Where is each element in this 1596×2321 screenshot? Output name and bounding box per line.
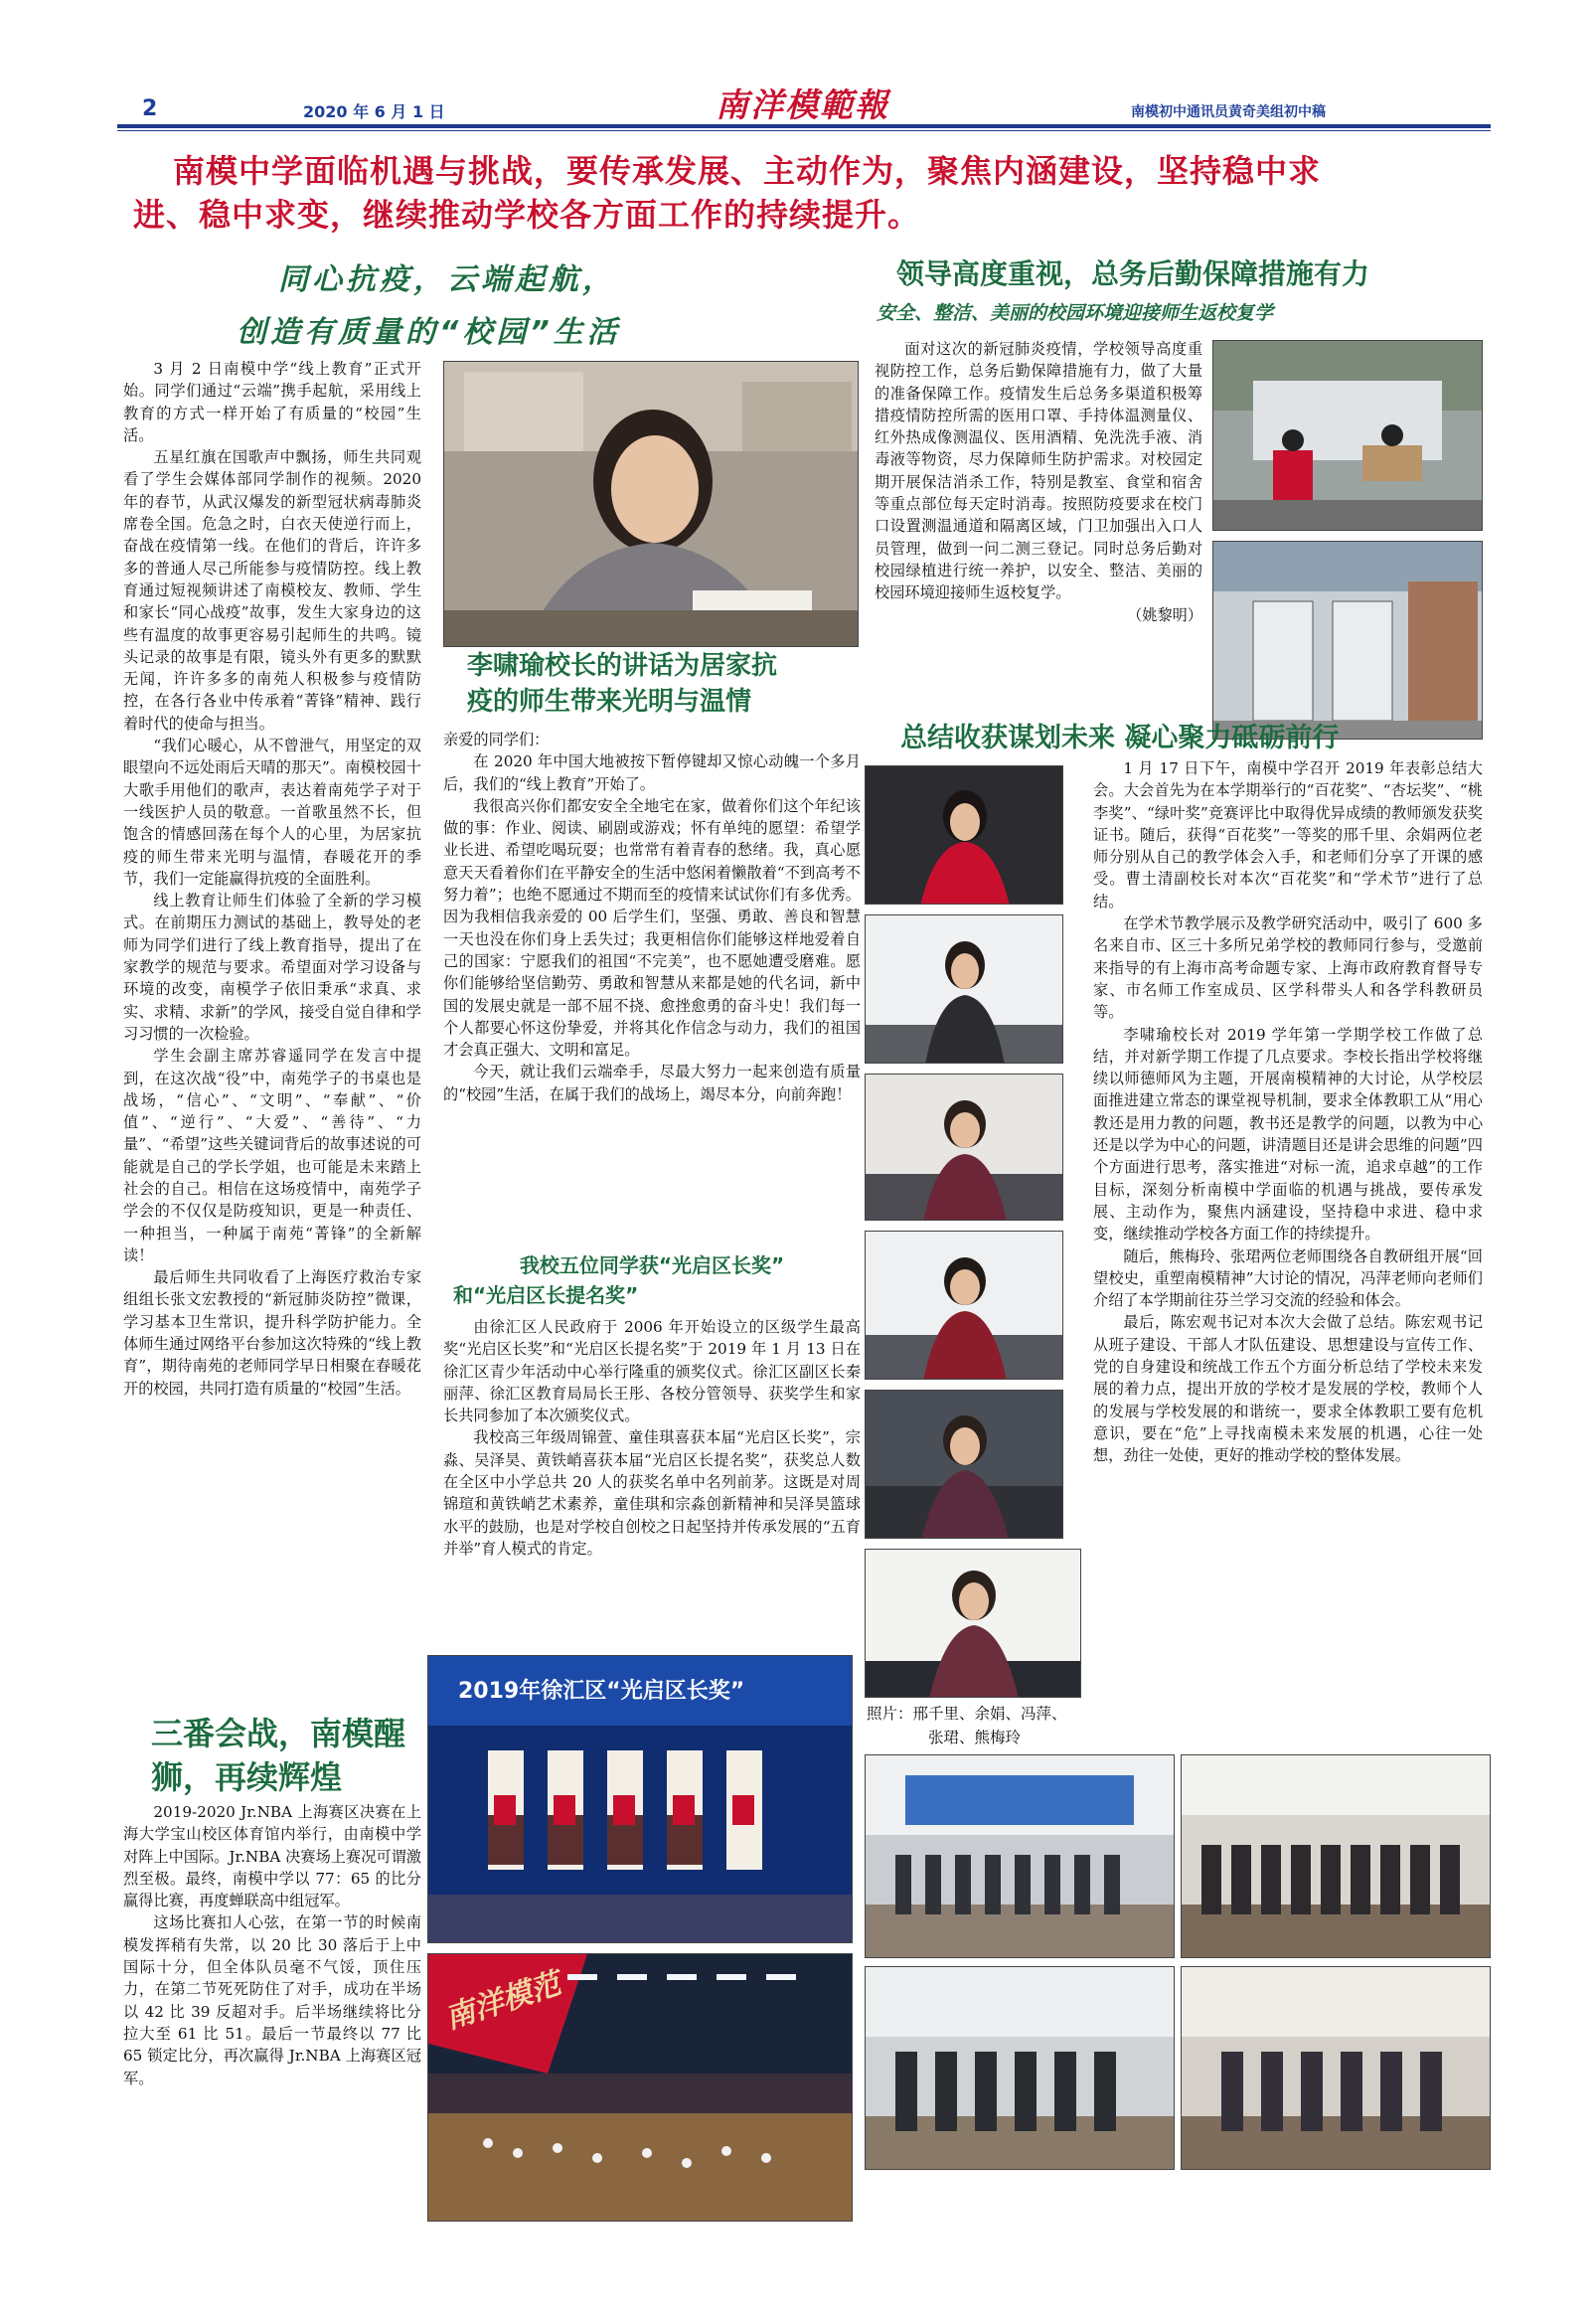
principal-article-body	[443, 729, 861, 1273]
cloud-para: 最后师生共同收看了上海医疗救治专家组组长张文宏教授的“新冠肺炎防控”微课，学习基本卫生常识，提升科学防护能力。全体师生通过网络平台参加这次特殊的“线上教育”，期待南苑的老师同学早日相聚在春暖花开的校园，共同打造有质量的“校园”生活。	[123, 1268, 421, 1398]
award-title-1: 我校五位同学获“光启区长奖”	[519, 1253, 785, 1277]
cloud-para: 3 月 2 日南模中学“线上教育”正式开始。同学们通过“云端”携手起航，采用线上教育的方式一样开始了有质量的“校园”生活。	[123, 360, 421, 444]
principal-para: 我很高兴你们都安安全全地宅在家，做着你们这个年纪该做的事：作业、阅读、刷剧或游戏；怀有单纯的愿望：希望学业长进、希望吃喝玩耍；也常常有着青春的愁绪。我，真心愿意天天看着你们在平静安全的生活中悠闲着懒散着“不到高考不努力着”；也绝不愿通过不期而至的疫情来试试你们有多优秀。因为我相信我亲爱的 00 后学生们，坚强、勇敢、善良和智慧一天也没在你们身上丢失过；我更相信你们能够这样地爱着自己的国家：宁愿我们的祖国“不完美”，也不愿她遭受磨难。愿你们能够给坚信勤劳、勇敢和智慧从来都是她的代名词，新中国的发展史就是一部不屈不挠、愈挫愈勇的奋斗史！我们每一个人都要心怀这份挚爱，并将其化作信念与动力，我们的祖国才会真正强大、文明和富足。	[443, 796, 861, 1060]
summary-para: 随后，熊梅玲、张珺两位老师围绕各自教研组开展“回望校史，重塑南模精神”大讨论的情况，冯萍老师向老师们介绍了本学期前往芬兰学习交流的经验和体会。	[1093, 1246, 1483, 1310]
group-photo-3	[865, 1966, 1175, 2170]
award-title	[443, 1250, 861, 1310]
award-para: 我校高三年级周锦萱、童佳琪喜获本届“光启区长奖”，宗淼、吴泽昊、黄铁峭喜获本届“光启区长提名奖”，获奖总人数在全区中小学总共 20 人的获奖名单中名列前茅。这既是对周锦瑄和黄铁峭艺术素养，童佳琪和宗淼创新精神和吴泽昊篮球水平的鼓励，也是对学校自创校之日起坚持并传承发展的“五育并举”育人模式的肯定。	[443, 1428, 861, 1558]
group-photo-2	[1181, 1754, 1491, 1958]
principal-para: 今天，就让我们云端牵手，尽最大努力一起来创造有质量的“校园”生活，在属于我们的战场上，竭尽本分，向前奔跑！	[443, 1063, 861, 1103]
nba-title-2: 狮，再续辉煌	[151, 1758, 343, 1796]
award-banner-text: 2019年徐汇区“光启区长奖”	[458, 1679, 745, 1704]
group-photo-1	[865, 1754, 1175, 1958]
award-title-2: 和“光启区长提名奖”	[453, 1283, 639, 1307]
summary-para: 1 月 17 日下午，南模中学召开 2019 年表彰总结大会。大会首先为在本学期举行的“百花奖”、“杏坛奖”、“桃李奖”、“绿叶奖”竞赛评比中取得优异成绩的教师颁发获奖证书。随后，获得“百花奖”一等奖的邢千里、余娟两位老师分别从自己的教学体会入手，和老师们分享了开课的感受。曹土清副校长对本次“百花奖”和“学术节”进行了总结。	[1093, 759, 1483, 911]
speaker-photo-3	[865, 1074, 1063, 1221]
principal-photo	[443, 361, 859, 647]
summary-para: 在学术节教学展示及教学研究活动中，吸引了 600 多名来自市、区三十多所兄弟学校的教师同行参与，受邀前来指导的有上海市高考命题专家、上海市政府教育督导专家、市名师工作室成员、区学科带头人和各学科教研员等。	[1093, 914, 1483, 1022]
logistics-subtitle: 安全、整洁、美丽的校园环境迎接师生返校复学	[877, 302, 1274, 324]
summary-title: 总结收获谋划未来 凝心聚力砥砺前行	[900, 723, 1340, 753]
principal-para: 在 2020 年中国大地被按下暂停键却又惊心动魄一个多月后，我们的“线上教育”开始了。	[443, 752, 861, 793]
logistics-para: 面对这次的新冠肺炎疫情，学校领导高度重视防控工作，总务后勤保障措施有力，做了大量的准备保障工作。疫情发生后总务多渠道积极筹措疫情防控所需的医用口罩、手持体温测量仪、红外热成像测温仪、医用酒精、免洗洗手液、消毒液等物资，尽力保障师生防护需求。对校园定期开展保洁消杀工作，特别是教室、食堂和宿舍等重点部位每天定时消毒。按照防疫要求在校门口设置测温通道和隔离区域，门卫加强出入口人员管理，做到一问二测三登记。同时总务后勤对校园绿植进行统一养护，以安全、整洁、美丽的校园环境迎接师生返校复学。	[875, 340, 1202, 602]
award-article-body	[443, 1316, 861, 1644]
temperature-gate-photo	[1212, 541, 1483, 740]
speaker-photo-6	[865, 1549, 1081, 1698]
speaker-photo-1	[865, 765, 1063, 905]
cloud-title-2: 创造有质量的“校园”生活	[237, 315, 621, 350]
basketball-gym-photo	[427, 1953, 853, 2222]
banner-headline	[133, 149, 1322, 237]
principal-title	[467, 648, 865, 720]
summary-para: 最后，陈宏观书记对本次大会做了总结。陈宏观书记从班子建设、干部人才队伍建设、思想建设与宣传工作、党的自身建设和统战工作五个方面分析总结了学校未来发展的着力点，提出开放的学校才是发展的学校，教师个人的发展与学校发展的和谐统一，要求全体教职工要有危机意识，要在“危”上寻找南模未来发展的机遇，心往一处想，劲往一处使，更好的推动学校的整体发展。	[1093, 1313, 1483, 1465]
speaker-photo-4	[865, 1231, 1063, 1380]
cloud-para: 线上教育让师生们体验了全新的学习模式。在前期压力测试的基础上，教导处的老师为同学们进行了线上教育指导，提出了在家教学的规范与要求。希望面对学习设备与环境的改变，南模学子依旧秉承“求真、求实、求精、求新”的学风，接受自觉自律和学习习惯的一次检验。	[123, 892, 421, 1043]
nba-para: 这场比赛扣人心弦，在第一节的时候南模发挥稍有失常，以 20 比 30 落后于上中国际十分，但全体队员毫不气馁，顶住压力，在第二节死死防住了对手，成功在半场以 42 比 39 反超对手。后半场继续将比分拉大至 61 比 51。最后一节最终以 77 比 65 锁定比分，再次赢得 Jr.NBA 上海赛区冠军。	[123, 1913, 421, 2087]
gym-banner-text: 南洋模范	[440, 1966, 565, 2037]
nba-para: 2019-2020 Jr.NBA 上海赛区决赛在上海大学宝山校区体育馆内举行，由南模中学对阵上中国际。Jr.NBA 决赛场上赛况可谓激烈至极。最终，南模中学以 77：65 的比分赢得比赛，再度蝉联高中组冠军。	[123, 1803, 421, 1910]
cloud-para: “我们心暖心，从不曾泄气，用坚定的双眼望向不远处雨后天晴的那天”。南模校园十大歌手用他们的歌声，表达着南苑学子对于一线医护人员的敬意。一首歌虽然不长，但饱含的情感回荡在每个人的心里，为居家抗疫的师生带来光明与温情，春暖花开的季节，我们一定能赢得抗疫的全面胜利。	[123, 737, 421, 888]
summary-article-body	[1093, 757, 1483, 1740]
banner-line-1: 南模中学面临机遇与挑战，要传承发展、主动作为，聚焦内涵建设，坚持稳中求	[173, 152, 1322, 190]
cloud-para: 学生会副主席苏睿遥同学在发言中提到，在这次战“役”中，南苑学子的书桌也是战场，“信心”、“文明”、“奉献”、“价值”、“逆行”、“大爱”、“善待”、“力量”、“希望”这些关键词背后的故事述说的可能就是自己的学长学姐，也可能是未来踏上社会的自己。相信在这场疫情中，南苑学子学会的不仅仅是防疫知识，更是一种责任、一种担当，一种属于南苑“菁锋”的全新解读！	[123, 1047, 421, 1264]
cloud-article-body	[123, 358, 421, 1695]
header-rule-thin	[117, 130, 1491, 131]
photo-caption-2: 张珺、熊梅玲	[928, 1729, 1022, 1746]
header-rule	[117, 124, 1491, 128]
logistics-article-body	[875, 338, 1202, 706]
logistics-title: 领导高度重视，总务后勤保障措施有力	[896, 257, 1370, 290]
award-para: 由徐汇区人民政府于 2006 年开始设立的区级学生最高奖“光启区长奖”和“光启区长提名奖”于 2019 年 1 月 13 日在徐汇区青少年活动中心举行隆重的颁奖仪式。徐汇区副区长秦丽萍、徐汇区教育局局长王彤、各校分管领导、获奖学生和家长共同参加了本次颁奖仪式。	[443, 1318, 861, 1425]
photo-caption-1: 照片：邢千里、余娟、冯萍、	[867, 1705, 1067, 1723]
speaker-photo-5	[865, 1390, 1063, 1539]
photo-caption	[867, 1702, 1085, 1749]
award-ceremony-photo	[427, 1655, 853, 1943]
issue-date: 2020 年 6 月 1 日	[303, 102, 445, 121]
banner-line-2: 进、稳中求变，继续推动学校各方面工作的持续提升。	[133, 196, 921, 234]
nba-article-body	[123, 1801, 421, 2229]
principal-title-2: 疫的师生带来光明与温情	[467, 687, 752, 717]
logistics-byline: （姚黎明）	[1127, 605, 1202, 624]
speaker-photo-2	[865, 914, 1063, 1064]
masthead-logo: 南洋模範報	[716, 85, 889, 124]
page-number: 2	[142, 96, 158, 121]
summary-para: 李啸瑜校长对 2019 学年第一学期学校工作做了总结，并对新学期工作提了几点要求。李校长指出学校将继续以师德师风为主题，开展南模精神的大讨论，从学校层面推进建立常态的课堂视导机制，要求全体教职工从“用心教还是用力教的问题，教书还是教学的问题，以教为中心还是以学为中心的问题，讲清题目还是讲会思维的问题”四个方面进行思考，落实推进“对标一流，追求卓越”的工作目标，深刻分析南模中学面临的机遇与挑战，要传承发展、主动作为，聚焦内涵建设，坚持稳中求进、稳中求变，继续推动学校各方面工作的持续提升。	[1093, 1025, 1483, 1243]
nba-title-1: 三番会战，南模醒	[151, 1715, 406, 1752]
cloud-title-1: 同心抗疫，云端起航，	[278, 262, 616, 297]
editor-credit: 南模初中通讯员黄奇美组初中稿	[1131, 104, 1326, 120]
supplies-delivery-photo	[1212, 340, 1483, 531]
principal-greeting: 亲爱的同学们：	[443, 731, 550, 748]
nba-title	[151, 1712, 439, 1799]
cloud-para: 五星红旗在国歌声中飘扬，师生共同观看了学生会媒体部同学制作的视频。2020 年的春节，从武汉爆发的新型冠状病毒肺炎席卷全国。危急之时，白衣天使逆行而上，奋战在疫情第一线。在他们的背后，许许多多的普通人尽己所能参与疫情防控。线上教育通过短视频讲述了南模校友、教师、学生和家长“同心战疫”故事，发生大家身边的这些有温度的故事更容易引起师生的共鸣。镜头记录的故事是有限，镜头外有更多的默默无闻，许许多多的南苑人积极参与疫情防控，在各行各业中传承着“菁锋”精神、践行着时代的使命与担当。	[123, 448, 421, 733]
principal-title-1: 李啸瑜校长的讲话为居家抗	[467, 651, 778, 681]
group-photo-4	[1181, 1966, 1491, 2170]
